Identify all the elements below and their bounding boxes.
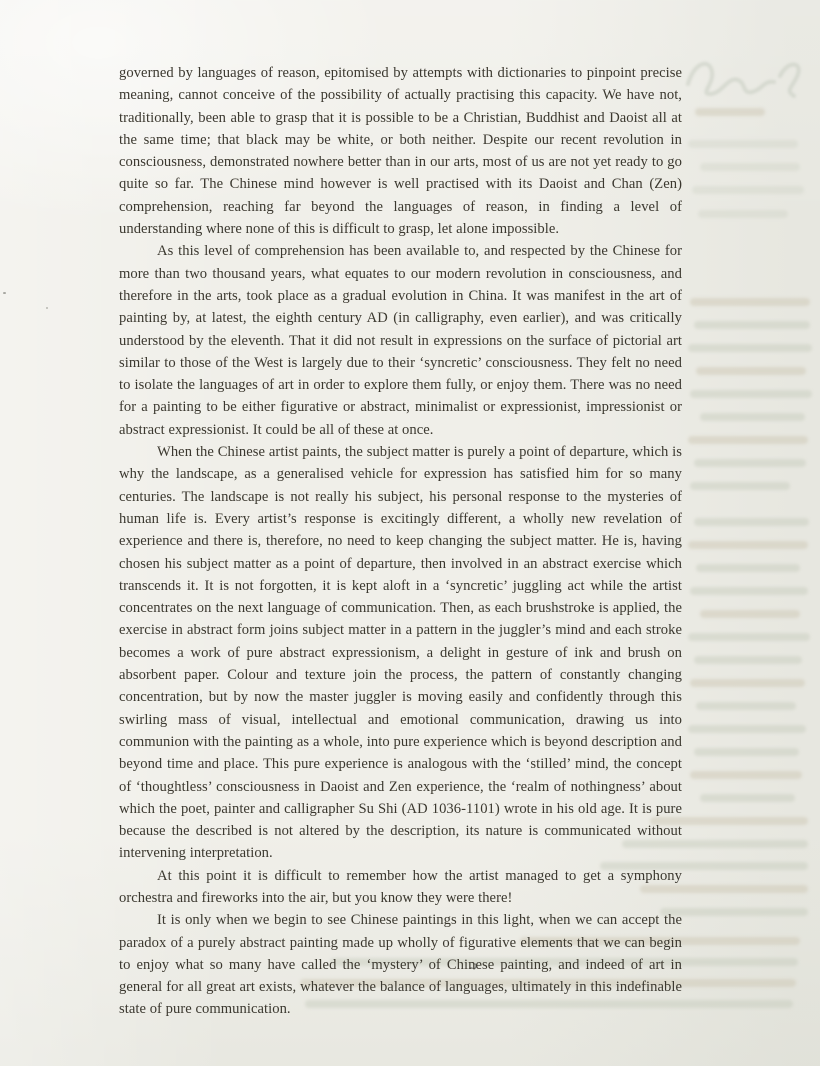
bleedthrough-line bbox=[688, 436, 808, 444]
bleedthrough-line bbox=[698, 210, 788, 218]
bleedthrough-line bbox=[688, 725, 806, 733]
dust-speck bbox=[46, 307, 48, 309]
bleedthrough-script-squiggle bbox=[676, 50, 816, 114]
bleedthrough-line bbox=[694, 518, 809, 526]
paragraph-1: governed by languages of reason, epitomised by attempts with dictionaries to pinpoint precise meaning, cannot conceive of the possibility of actually practising this capacity. We have not, traditionally, been able to grasp that it is possible to be a Christian, Buddhist and Daoist all at the same time; that black may be white, or both neither. Despite our recent revolution in consciousness, demonstrated nowhere better than in our arts, most of us are not yet ready to go quite so far. The Chinese mind however is well practised with its Daoist and Chan (Zen) comprehension, reaching far beyond the languages of reason, in finding a level of understanding where none of this is difficult to grasp, let alone impossible. bbox=[119, 65, 682, 238]
bleedthrough-line bbox=[696, 702, 796, 710]
bleedthrough-line bbox=[700, 794, 795, 802]
paragraph-4: At this point it is difficult to remember how the artist managed to get a symphony orchestra and fireworks into the air, but you know they were there! bbox=[119, 867, 682, 906]
bleedthrough-line bbox=[688, 541, 808, 549]
body-text-block bbox=[119, 62, 682, 1021]
bleedthrough-line bbox=[694, 321, 810, 329]
bleedthrough-line bbox=[690, 390, 812, 398]
bleedthrough-line bbox=[690, 771, 802, 779]
bleedthrough-line bbox=[700, 610, 800, 618]
bleedthrough-line bbox=[692, 186, 804, 194]
bleedthrough-line bbox=[700, 163, 800, 171]
bleedthrough-line bbox=[694, 748, 799, 756]
bleedthrough-line bbox=[690, 587, 808, 595]
bleedthrough-line bbox=[660, 908, 808, 916]
bleedthrough-line bbox=[690, 679, 805, 687]
bleedthrough-line bbox=[696, 367, 806, 375]
bleedthrough-line bbox=[688, 633, 810, 641]
paragraph-3: When the Chinese artist paints, the subject matter is purely a point of departure, which is why the landscape, as a generalised vehicle for expression has satisfied him for so many centuries. The landscape is not really his subject, his personal response to the mysteries of human life is. Every artist’s response is excitingly different, a wholly new revelation of experience and there is, therefore, no need to keep changing the subject matter. He is, having chosen his subject matter as a point of departure, then involved in an abstract exercise which transcends it. It is not forgotten, it is kept aloft in a ‘syncretic’ juggling act while the artist concentrates on the next language of communication. Then, as each brushstroke is applied, the exercise in abstract form joins subject matter in a pattern in the juggler’s mind and each stroke becomes a work of pure abstract expressionism, a delight in gesture of ink and brush on absorbent paper. Colour and texture join the process, the pattern of constantly changing concentration, but by now the master juggler is moving easily and confidently through this swirling mass of visual, intellectual and emotional communication, drawing us into communion with the painting as a whole, into pure experience which is beyond description and beyond time and place. This pure experience is analogous with the ‘stilled’ mind, the concept of ‘thoughtless’ consciousness in Daoist and Zen experience, the ‘realm of nothingness’ about which the poet, painter and calligrapher Su Shi (AD 1036-1101) wrote in his old age. It is pure because the described is not altered by the description, its nature is communicated without intervening interpretation. bbox=[119, 444, 682, 862]
paragraph-5: It is only when we begin to see Chinese paintings in this light, when we can accept the paradox of a purely abstract painting made up wholly of figurative elements that we can begin to enjoy what so many have called the ‘mystery’ of Chinese painting, and indeed of art in general for all great art exists, whatever the balance of languages, ultimately in this indefinable state of pure communication. bbox=[119, 912, 682, 1018]
bleedthrough-line bbox=[688, 140, 798, 148]
bleedthrough-line bbox=[694, 459, 806, 467]
bleedthrough-line bbox=[696, 564, 800, 572]
paragraph-2: As this level of comprehension has been available to, and respected by the Chinese for more than two thousand years, what equates to our modern revolution in consciousness, and therefore in the arts, took place as a gradual evolution in China. It was manifest in the art of painting by, at latest, the eighth century AD (in calligraphy, even earlier), and was critically understood by the eleventh. That it did not result in expressions on the surface of pictorial art similar to those of the West is largely due to their ‘syncretic’ consciousness. They felt no need to isolate the languages of art in order to explore them fully, or enjoy them. There was no need for a painting to be either figurative or abstract, minimalist or expressionist, impressionist or abstract expressionist. It could be all of these at once. bbox=[119, 243, 682, 438]
bleedthrough-line bbox=[695, 108, 765, 116]
bleedthrough-line bbox=[700, 413, 805, 421]
dust-speck bbox=[3, 292, 6, 294]
bleedthrough-line bbox=[688, 344, 812, 352]
bleedthrough-line bbox=[694, 656, 802, 664]
bleedthrough-line bbox=[690, 298, 810, 306]
bleedthrough-line bbox=[690, 482, 790, 490]
